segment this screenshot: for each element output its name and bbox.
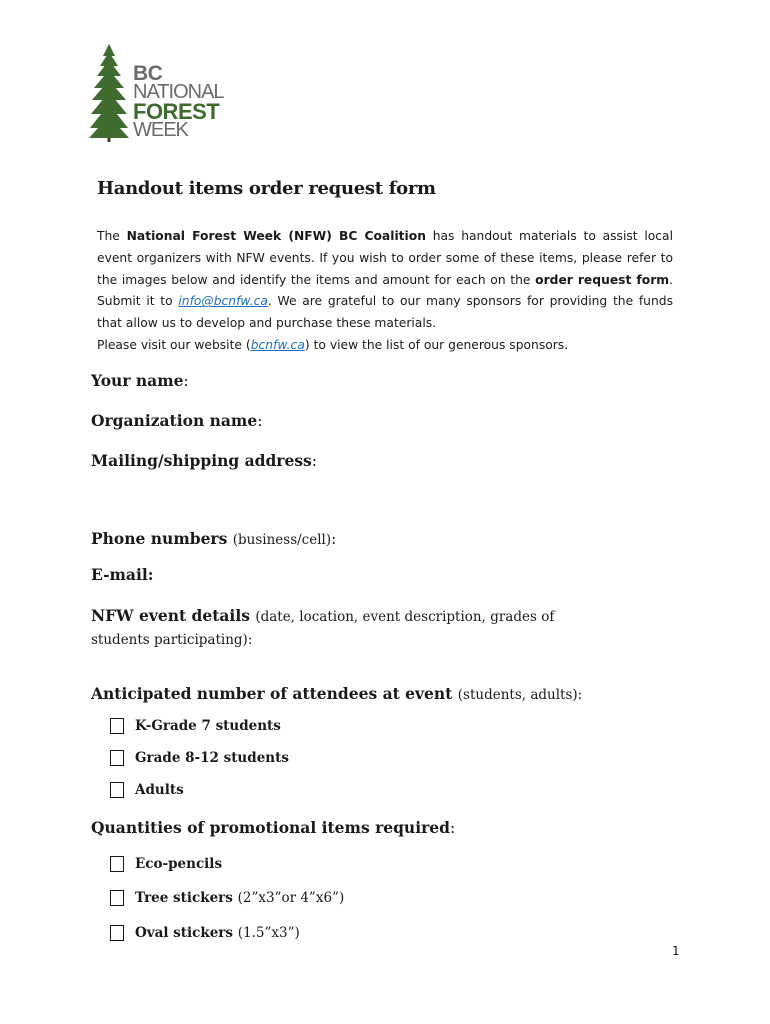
tree-icon (88, 42, 130, 146)
checkbox-label: Grade 8-12 students (135, 750, 289, 766)
sponsors-paragraph (97, 335, 673, 357)
quantities-label: Quantities of promotional items required (91, 818, 450, 837)
checkbox-tree-stickers[interactable] (110, 890, 344, 906)
item-size-hint: (1.5”x3”) (237, 925, 300, 941)
checkbox-icon[interactable] (110, 890, 124, 906)
attendees-hint: (students, adults): (457, 687, 583, 703)
event-details-hint-2: students participating): (91, 632, 253, 648)
checkbox-label: Tree stickers (135, 890, 233, 906)
checkbox-icon[interactable] (110, 750, 124, 766)
email-field[interactable] (91, 565, 153, 584)
checkbox-icon[interactable] (110, 782, 124, 798)
email-label: E-mail: (91, 565, 154, 584)
checkbox-oval-stickers[interactable] (110, 925, 300, 941)
checkbox-icon[interactable] (110, 718, 124, 734)
checkbox-grade-8-12[interactable] (110, 750, 289, 766)
event-details-hint: (date, location, event description, grades of (255, 609, 555, 625)
phone-numbers-field[interactable]: Phone numbers (business/cell): (91, 529, 337, 548)
checkbox-label: Adults (135, 782, 184, 798)
logo-wordmark (133, 64, 224, 140)
quantities-heading: Quantities of promotional items required: (91, 818, 456, 837)
mailing-address-label: Mailing/shipping address (91, 451, 312, 470)
sponsors-text-a: Please visit our website ( (97, 337, 251, 352)
intro-text-a: The (97, 229, 127, 243)
phone-numbers-label: Phone numbers (91, 529, 228, 548)
event-details-label: NFW event details (91, 606, 250, 625)
checkbox-k-grade-7[interactable] (110, 718, 281, 734)
logo-week: WEEK (133, 119, 188, 141)
checkbox-label: K-Grade 7 students (135, 718, 281, 734)
logo-national: NATIONAL (133, 81, 224, 103)
attendees-field (91, 684, 582, 703)
intro-text-b: has handout materials to assist local event organizers with NFW events. If you wish to order some of these items, please refer to the images below and identify the items and amount for each on the (97, 229, 673, 287)
coalition-name: National Forest Week (NFW) BC Coalition (126, 229, 426, 243)
website-link[interactable]: bcnfw.ca (250, 337, 305, 352)
organization-name-field[interactable]: Organization name: (91, 411, 263, 430)
order-form-ref: order request form (535, 272, 670, 287)
bc-national-forest-week-logo (88, 42, 238, 146)
checkbox-eco-pencils[interactable] (110, 856, 222, 872)
your-name-field[interactable]: Your name: (91, 371, 189, 390)
intro-paragraph (97, 226, 673, 335)
checkbox-adults[interactable] (110, 782, 184, 798)
logo-forest: FOREST (133, 99, 220, 124)
attendees-label: Anticipated number of attendees at event (91, 684, 453, 703)
your-name-label: Your name (91, 371, 184, 390)
organization-name-label: Organization name (91, 411, 258, 430)
event-details-field[interactable] (91, 605, 554, 651)
intro-text-c: . Submit it to (97, 272, 673, 309)
item-size-hint: (2”x3”or 4”x6”) (237, 890, 345, 906)
mailing-address-field[interactable]: Mailing/shipping address: (91, 451, 318, 470)
intro-text (97, 226, 673, 357)
sponsors-text-b: ) to view the list of our generous sponsors. (304, 337, 569, 352)
logo-bc: BC (133, 62, 163, 85)
email-link[interactable]: info@bcnfw.ca (178, 294, 268, 309)
checkbox-label: Eco-pencils (135, 856, 223, 872)
phone-hint: (business/cell) (232, 532, 332, 548)
page-number: 1 (672, 944, 680, 958)
page-title: Handout items order request form (97, 178, 436, 199)
intro-text-d: . We are grateful to our many sponsors for providing the funds that allow us to develop and purchase these materials. (97, 294, 673, 331)
checkbox-icon[interactable] (110, 925, 124, 941)
checkbox-icon[interactable] (110, 856, 124, 872)
checkbox-label: Oval stickers (135, 925, 234, 941)
